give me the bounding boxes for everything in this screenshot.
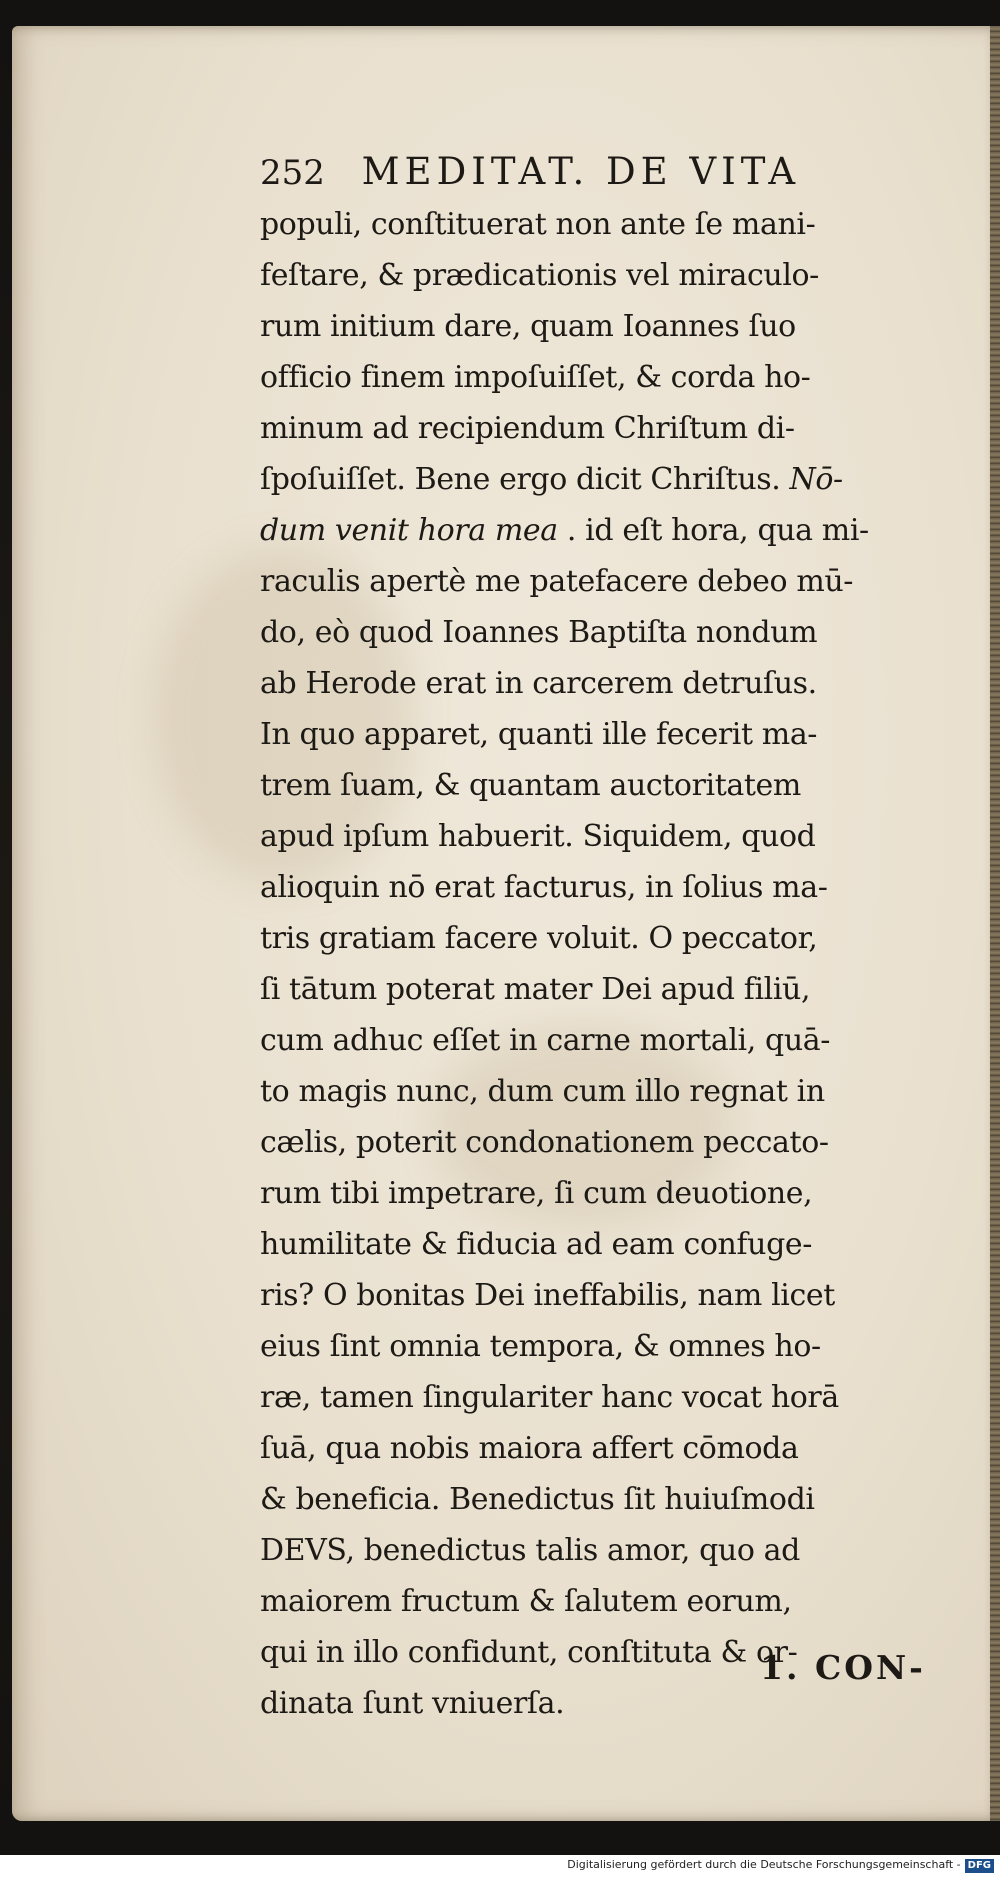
text-line-italic-end xyxy=(260,505,960,556)
text-line: In quo apparet, quanti ille fecerit ma- xyxy=(260,717,818,752)
text-line: officio finem impoſuiſſet, & corda ho- xyxy=(260,360,811,395)
text-line-segment: . id eſt hora, qua mi- xyxy=(566,513,869,548)
text-line: populi, conſtituerat non ante ſe mani- xyxy=(260,207,816,242)
text-lines-first xyxy=(260,199,960,454)
running-header xyxy=(260,145,960,199)
text-line: cælis, poterit condonationem peccato- xyxy=(260,1125,829,1160)
text-line: maiorem fructum & ſalutem eorum, xyxy=(260,1584,792,1619)
italic-phrase-start: Nō- xyxy=(789,462,843,497)
text-line: DEVS, benedictus talis amor, quo ad xyxy=(260,1533,800,1568)
text-line: ſi tātum poterat mater Dei apud filiū, xyxy=(260,972,811,1007)
text-block xyxy=(260,145,960,1729)
text-line: dinata ſunt vniuerſa. xyxy=(260,1686,565,1721)
text-line: eius ſint omnia tempora, & omnes ho- xyxy=(260,1329,821,1364)
text-line-segment: ſpoſuiſſet. Bene ergo dicit Chriſtus. xyxy=(260,462,781,497)
digitization-credit xyxy=(567,1855,994,1875)
text-line: feſtare, & prædicationis vel miraculo- xyxy=(260,258,819,293)
text-line: minum ad recipiendum Chriſtum di- xyxy=(260,411,795,446)
text-line: & beneficia. Benedictus ſit huiuſmodi xyxy=(260,1482,815,1517)
italic-phrase-end: dum venit hora mea xyxy=(260,513,558,548)
running-title: MEDITAT. DE VITA xyxy=(361,150,801,193)
text-line: rum initium dare, quam Ioannes ſuo xyxy=(260,309,796,344)
text-line: alioquin nō erat facturus, in ſolius ma- xyxy=(260,870,828,905)
text-line: do, eò quod Ioannes Baptiſta nondum xyxy=(260,615,818,650)
catchword: 1. CON- xyxy=(760,1648,926,1687)
text-line: ris? O bonitas Dei ineffabilis, nam licet xyxy=(260,1278,835,1313)
dfg-logo: DFG xyxy=(965,1859,994,1873)
text-lines-rest xyxy=(260,556,960,1729)
text-line: rum tibi impetrare, ſi cum deuotione, xyxy=(260,1176,813,1211)
text-line: trem ſuam, & quantam auctoritatem xyxy=(260,768,801,803)
text-line: ræ, tamen ſingulariter hanc vocat horā xyxy=(260,1380,839,1415)
text-line-italic-start xyxy=(260,454,960,505)
text-line: cum adhuc eſſet in carne mortali, quā- xyxy=(260,1023,830,1058)
page-edge xyxy=(990,26,1000,1821)
text-line: humilitate & fiducia ad eam confuge- xyxy=(260,1227,812,1262)
text-line: apud ipſum habuerit. Siquidem, quod xyxy=(260,819,816,854)
text-line: ab Herode erat in carcerem detruſus. xyxy=(260,666,817,701)
text-line: tris gratiam facere voluit. O peccator, xyxy=(260,921,818,956)
text-line: ſuā, qua nobis maiora affert cōmoda xyxy=(260,1431,799,1466)
credit-text: Digitalisierung gefördert durch die Deutsche Forschungsgemeinschaft - xyxy=(567,1858,961,1871)
text-line: qui in illo confidunt, conſtituta & or- xyxy=(260,1635,798,1670)
text-line: raculis apertè me patefacere debeo mū- xyxy=(260,564,854,599)
text-line: to magis nunc, dum cum illo regnat in xyxy=(260,1074,825,1109)
page-number: 252 xyxy=(260,153,325,193)
